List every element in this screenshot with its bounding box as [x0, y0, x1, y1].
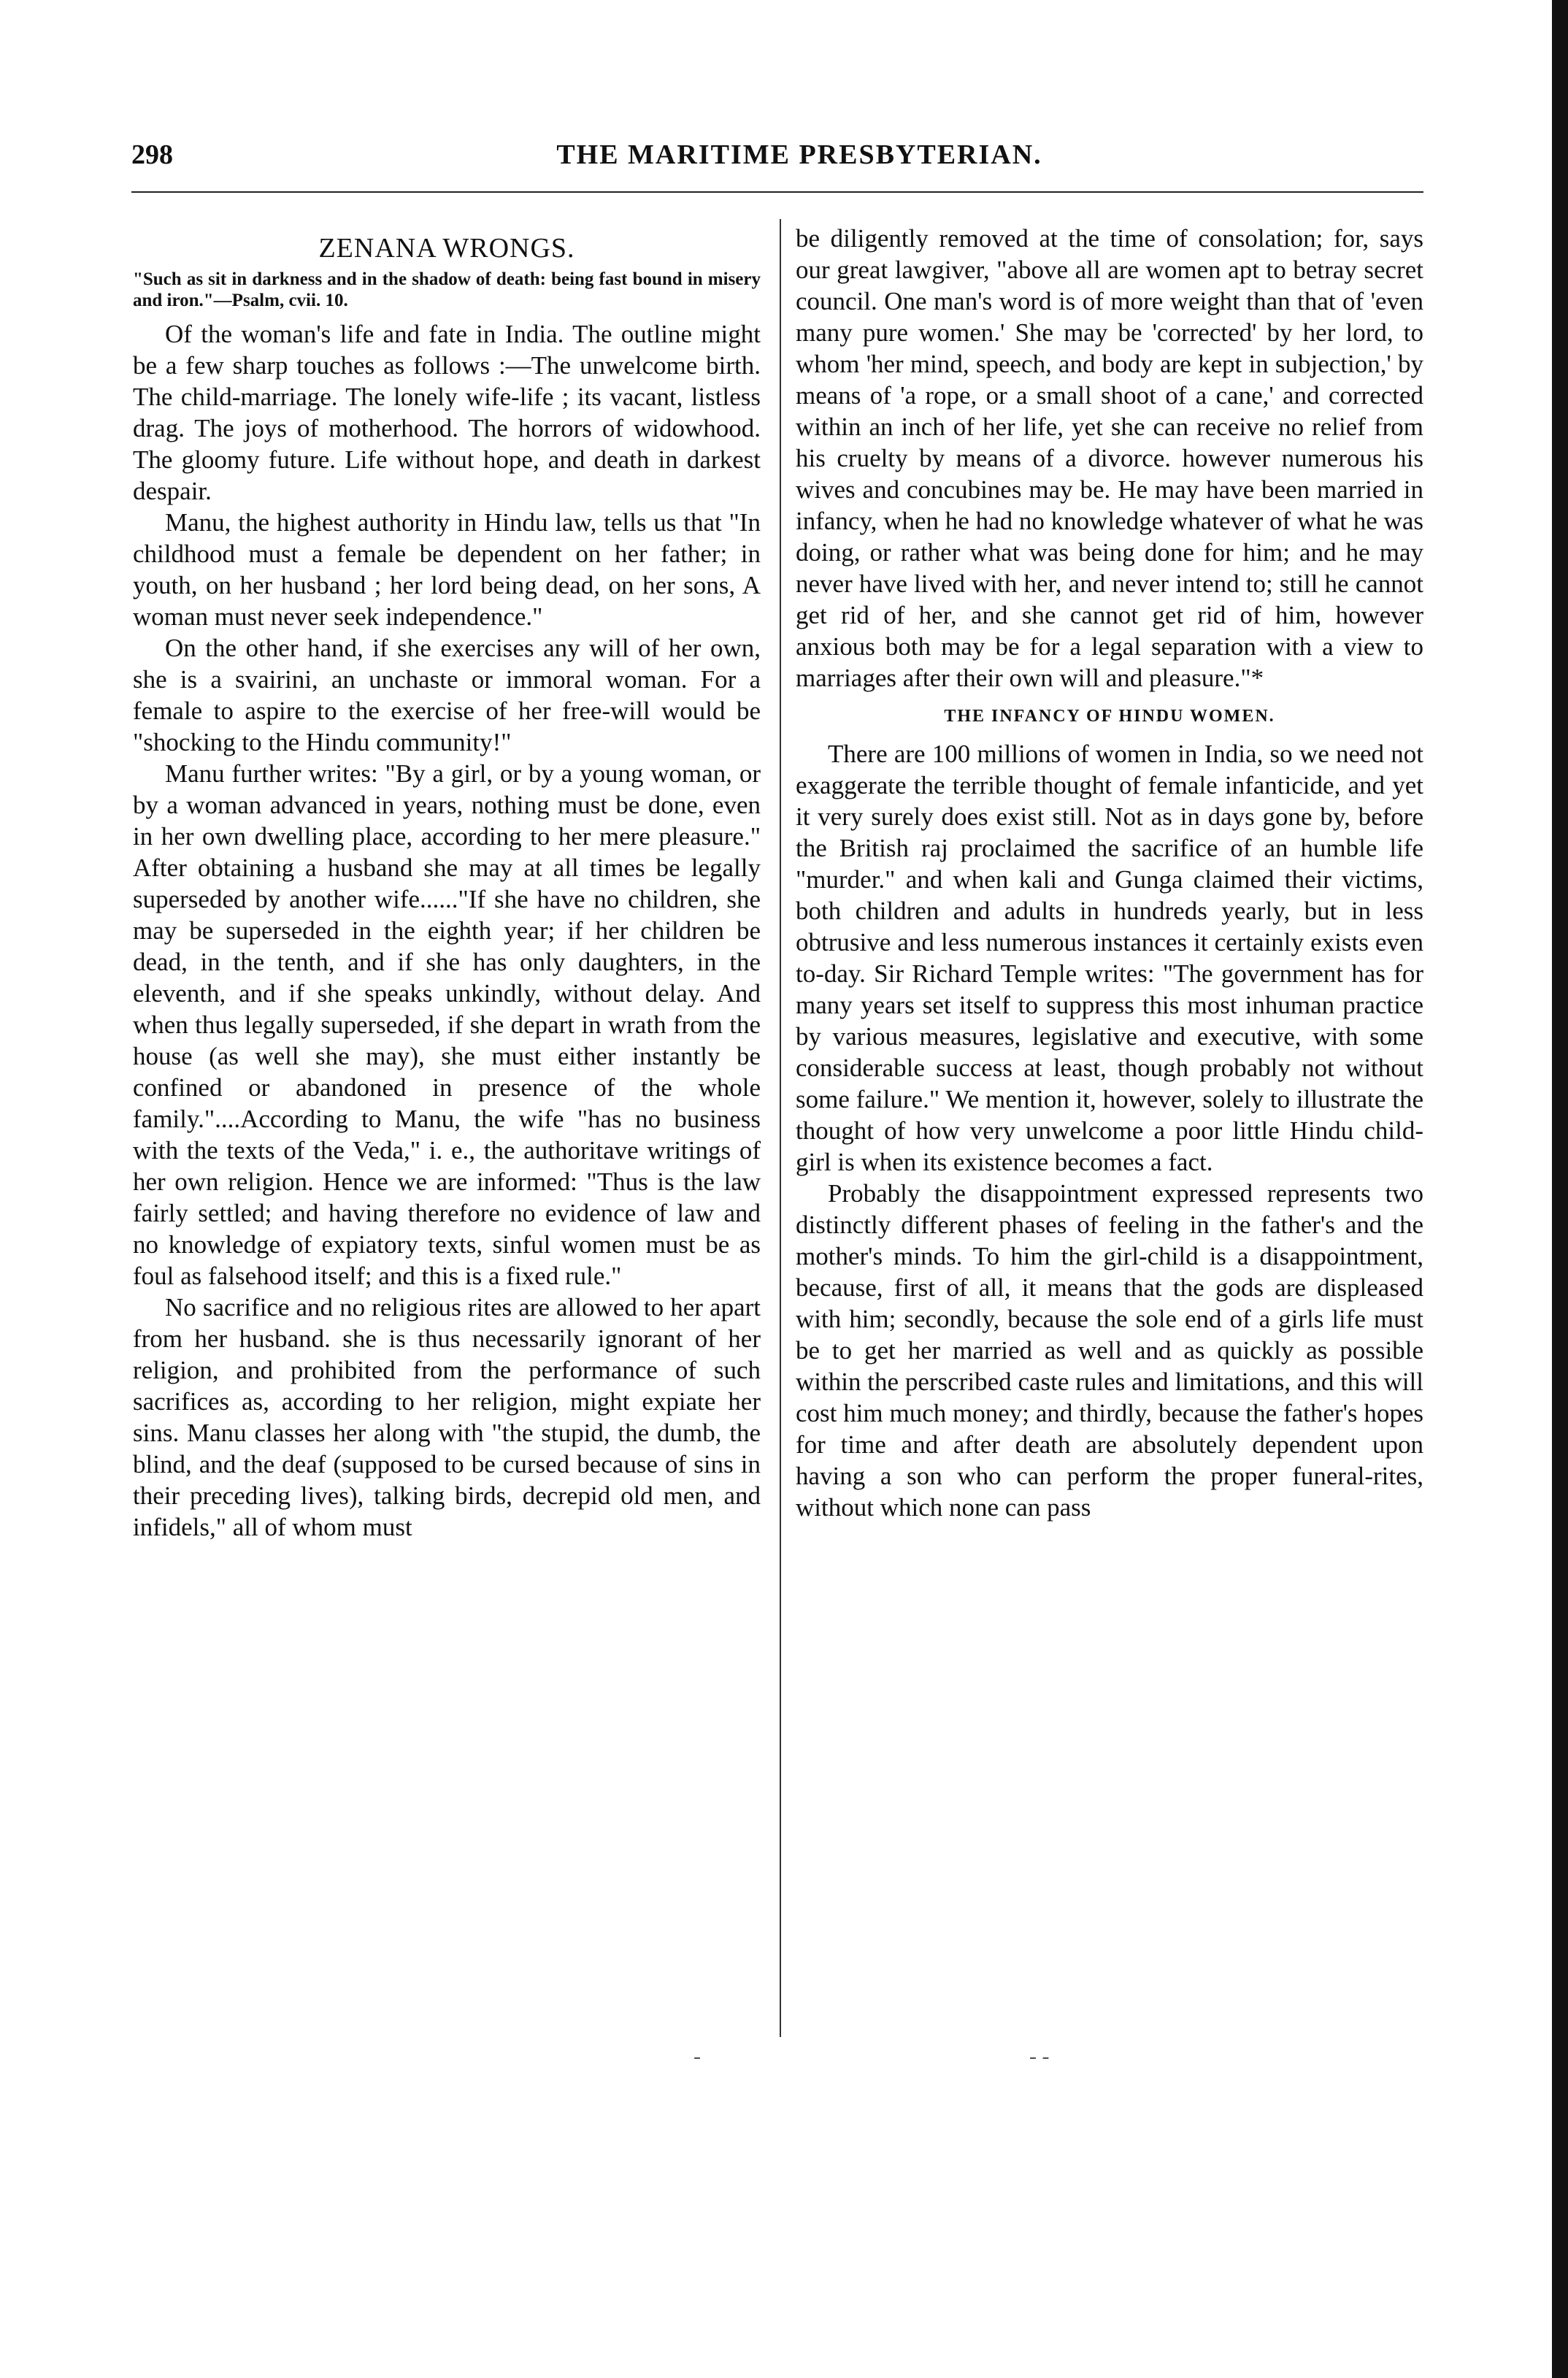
left-column	[133, 223, 761, 1543]
paragraph: No sacrifice and no religious rites are allowed to her apart from her husband. she is thus necessarily ignorant of her religion, and prohibited from the performance of such sacrifices as, according to her religion, might expiate her sins. Manu classes her along with "the stupid, the dumb, the blind, and the deaf (supposed to be cursed because of sins in their preceding lives), talking birds, decrepid old men, and infidels," all of whom must	[133, 1293, 761, 1541]
paragraph: Manu further writes: "By a girl, or by a young woman, or by a woman advanced in years, nothing must be done, even in her own dwelling place, according to her mere pleasure." After obtaining a husband she may at all times be legally superseded by another wife......"If she have no children, she may be superseded in the eighth year; if her children be dead, in the tenth, and if she has only daughters, in the eleventh, and if she speaks unkindly, without delay. And when thus legally superseded, if she depart in wrath from the house (as well she may), she must either instantly be confined or abandoned in presence of the whole family."....According to Manu, the wife "has no business with the texts of the Veda," i. e., the authoritave writings of her own religion. Hence we are informed: "Thus is the law fairly settled; and having therefore no evidence of law and no knowledge of expiatory texts, sinful women must be as foul as falsehood itself; and this is a fixed rule."	[133, 759, 761, 1290]
page-header	[131, 139, 1423, 183]
paragraph: be diligently removed at the time of consolation; for, says our great lawgiver, "above all are women apt to betray secret council. One man's word is of more weight than that of 'even many pure women.' She may be 'corrected' by her lord, to whom 'her mind, speech, and body are kept in subjection,' by means of 'a rope, or a small shoot of a cane,' and corrected within an inch of her life, yet she can receive no relief from his cruelty by means of a divorce. however numerous his wives and concubines may be. He may have been married in infancy, when he had no knowledge whatever of what he was doing, or rather what was being done for him; and he may never have lived with her, and never intend to; still he cannot get rid of her, and she cannot get rid of him, however anxious both may be for a legal separation with a view to marriages after their own will and pleasure."*	[796, 224, 1423, 692]
scan-edge-bar	[1552, 0, 1568, 2378]
page-number: 298	[131, 139, 173, 170]
right-column	[796, 223, 1423, 1523]
running-head: THE MARITIME PRESBYTERIAN.	[556, 139, 1042, 170]
paragraph: On the other hand, if she exercises any will of her own, she is a svairini, an unchaste or immoral woman. For a female to aspire to the exercise of her free-will would be "shocking to the Hindu community!"	[133, 634, 761, 756]
section-subhead: THE INFANCY OF HINDU WOMEN.	[944, 707, 1275, 726]
footer-mark-right: - -	[1029, 2044, 1050, 2068]
paragraph: Manu, the highest authority in Hindu law, tells us that "In childhood must a female be dependent on her father; in youth, on her husband ; her lord being dead, on her sons, A woman must never seek independence."	[133, 508, 761, 631]
paragraph: There are 100 millions of women in India, so we need not exaggerate the terrible thought of female infanticide, and yet it very surely does exist still. Not as in days gone by, before the British raj proclaimed the sacrifice of an humble life "murder." and when kali and Gunga claimed their victims, both children and adults in hundreds yearly, but in less obtrusive and less numerous instances it certainly exists even to-day. Sir Richard Temple writes: "The government has for many years set itself to suppress this most inhuman practice by various measures, legislative and executive, with some considerable success at least, though probably not without some failure." We mention it, however, solely to illustrate the thought of how very unwelcome a poor little Hindu child-girl is when its existence becomes a fact.	[796, 740, 1423, 1176]
epigraph: "Such as sit in darkness and in the shadow of death: being fast bound in misery and iron."—Psalm, cvii. 10.	[133, 269, 761, 310]
header-rule	[131, 191, 1423, 193]
column-divider	[780, 219, 781, 2037]
footer-mark-left: -	[693, 2044, 701, 2068]
paragraph: Probably the disappointment expressed represents two distinctly different phases of feeling in the father's and the mother's minds. To him the girl-child is a disappointment, because, first of all, it means that the gods are displeased with him; secondly, because the sole end of a girls life must be to get her married as well and as quickly as possible within the perscribed caste rules and limitations, and this will cost him much money; and thirdly, because the father's hopes for time and after death are absolutely dependent upon having a son who can perform the proper funeral-rites, without which none can pass	[796, 1179, 1423, 1522]
paragraph: Of the woman's life and fate in India. The outline might be a few sharp touches as follows :—The unwelcome birth. The child-marriage. The lonely wife-life ; its vacant, listless drag. The joys of motherhood. The horrors of widowhood. The gloomy future. Life without hope, and death in darkest despair.	[133, 320, 761, 505]
article-title: ZENANA WRONGS.	[318, 233, 575, 264]
